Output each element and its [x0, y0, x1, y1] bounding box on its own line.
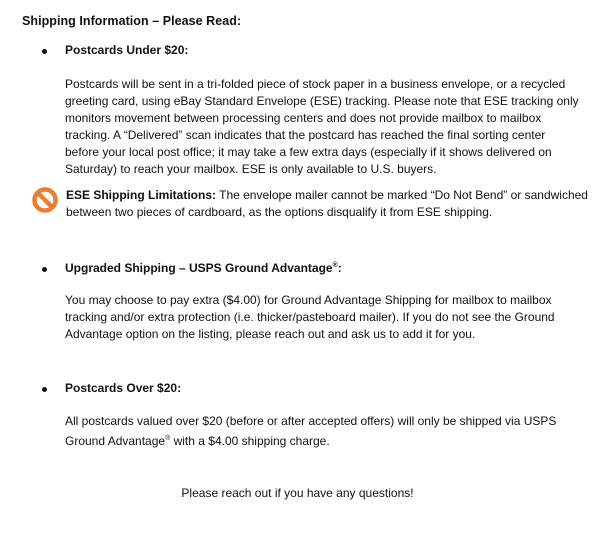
warning-text: [66, 187, 588, 221]
body-line: Postcards will be sent in a tri-folded piece of stock paper in a business envelope, or a recycled: [65, 77, 566, 91]
section-body-postcards-over-20: [65, 413, 556, 450]
body-line: monitors movement between processing centers and does not provide mailbox to mailbox: [65, 111, 542, 125]
page-title: Shipping Information – Please Read:: [22, 14, 242, 28]
body-line: Advantage option on the listing, please reach out and ask us to add it for you.: [65, 327, 476, 341]
section-title: Upgraded Shipping – USPS Ground Advantage®:: [65, 261, 342, 275]
body-line: Ground Advantage® with a $4.00 shipping charge.: [65, 434, 330, 448]
warning-label: ESE Shipping Limitations:: [66, 188, 216, 202]
warning-body: The envelope mailer cannot be marked “Do Not Bend” or sandwiched: [216, 188, 588, 202]
body-line: before your local post office; it may take a few extra days (especially if it shows delivered on: [65, 145, 552, 159]
body-line: greeting card, using eBay Standard Envelope (ESE) tracking. Please note that ESE tracking only: [65, 94, 579, 108]
bullet-icon: [42, 387, 47, 392]
section-title: Postcards Over $20:: [65, 381, 182, 395]
body-line: tracking and/or extra protection (i.e. thicker/pasteboard mailer). If you do not see the Ground: [65, 310, 555, 324]
body-line: Saturday) to reach your mailbox. ESE is only available to U.S. buyers.: [65, 162, 437, 176]
bullet-icon: [42, 267, 47, 272]
closing-note: Please reach out if you have any questions!: [181, 486, 414, 500]
section-body-postcards-under-20: [65, 76, 579, 178]
bullet-icon: [42, 49, 47, 54]
section-title: Postcards Under $20:: [65, 43, 189, 57]
body-line: You may choose to pay extra ($4.00) for Ground Advantage Shipping for mailbox to mailbox: [65, 293, 552, 307]
body-line: All postcards valued over $20 (before or after accepted offers) will only be shipped via USPS: [65, 414, 557, 428]
section-body-upgraded-shipping: [65, 292, 555, 343]
warning-body: between two pieces of cardboard, as the options disqualify it from ESE shipping.: [66, 205, 493, 219]
no-entry-icon: [32, 187, 58, 213]
body-line: tracking. A “Delivered” scan indicates that the postcard has reached the final sorting center: [65, 128, 546, 142]
